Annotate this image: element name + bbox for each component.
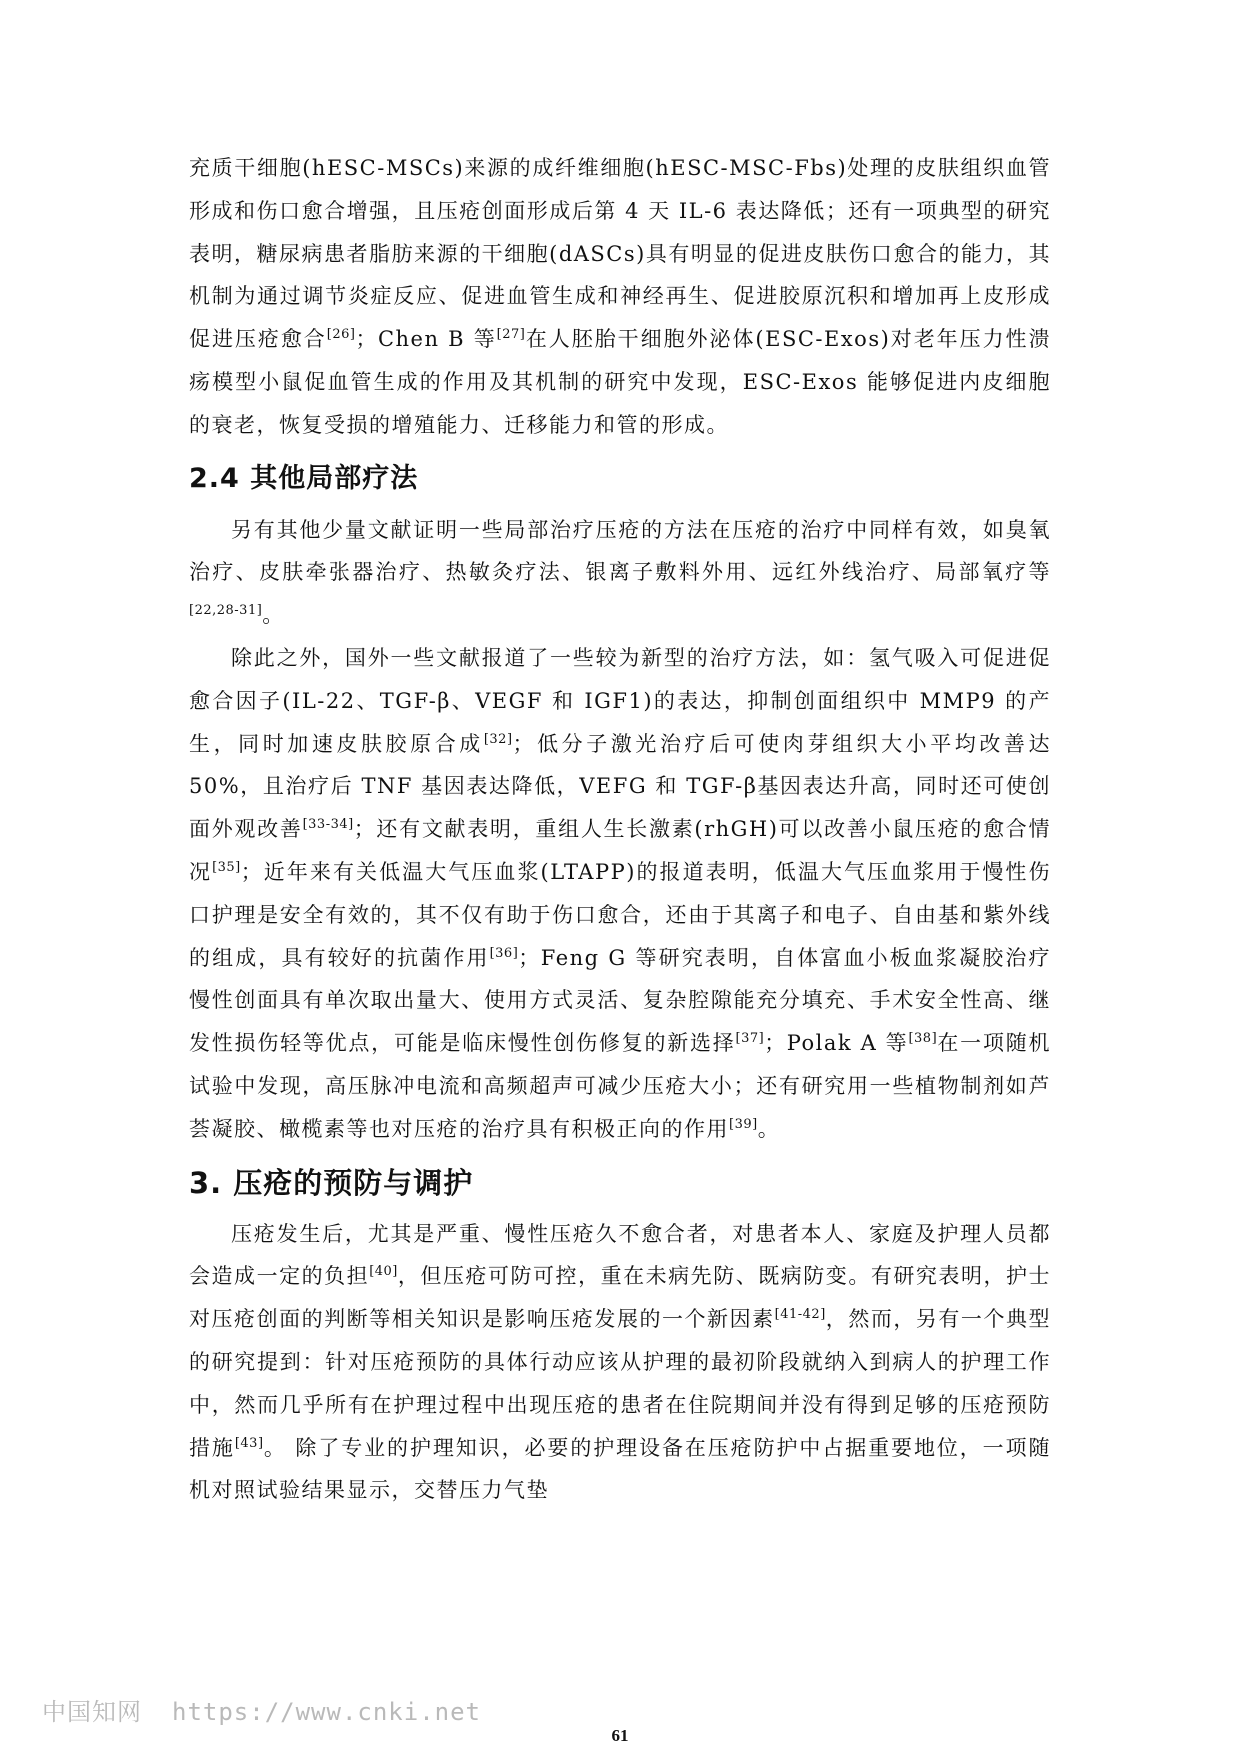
text-run: ；近年来有关低温大气压血浆(LTAPP)的报道表明，低温大气压血浆用于慢性伤口护理是安全有效的，其不仅有助于伤口愈合，还由于其离子和电子、自由基和紫外线的组成，具有较好的抗菌作用: [189, 859, 1051, 970]
text-run: 。: [757, 1116, 781, 1141]
citation: [38]: [908, 1031, 938, 1047]
citation: [26]: [326, 327, 356, 343]
paragraph-novel-therapies: [189, 637, 1051, 1151]
text-run: ；Polak A 等: [764, 1031, 909, 1056]
citation: [36]: [489, 945, 519, 961]
citation: [32]: [483, 731, 513, 747]
watermark-brand: 中国知网: [42, 1698, 142, 1726]
citation: [41-42]: [774, 1307, 826, 1323]
citation: [33-34]: [302, 817, 354, 833]
text-run: 。 除了专业的护理知识，必要的护理设备在压疮防护中占据重要地位，一项随机对照试验结果显示，交替压力气垫: [189, 1435, 1051, 1503]
citation: [40]: [369, 1264, 398, 1280]
body-text: [189, 147, 1051, 1512]
text-run: ；还有文献表明，重组人生长激素(rhGH)可以改善小鼠压疮的愈合情况: [189, 817, 1051, 884]
paragraph-stem-cells: [189, 147, 1051, 447]
citation: [43]: [234, 1435, 264, 1451]
citation: [35]: [212, 859, 241, 875]
cnki-watermark: [42, 1692, 481, 1727]
page-number: 61: [611, 1726, 629, 1745]
text-run: ；低分子激光治疗后可使肉芽组织大小平均改善达 50%，且治疗后 TNF 基因表达降低，VEFG 和 TGF-β基因表达升高，同时还可使创面外观改善: [189, 731, 1052, 842]
text-run: 。: [262, 603, 285, 628]
citation: [37]: [735, 1031, 765, 1047]
text-run: ，但压疮可防可控，重在未病先防、既病防变。有研究表明，护士对压疮创面的判断等相关知识是影响压疮发展的一个新因素: [189, 1264, 1052, 1332]
paragraph-other-therapies: [189, 509, 1051, 637]
text-run: ；Feng G 等研究表明，自体富血小板血浆凝胶治疗慢性创面具有单次取出量大、使用方式灵活、复杂腔隙能充分填充、手术安全性高、继发性损伤轻等优点，可能是临床慢性创伤修复的新选择: [189, 945, 1051, 1056]
paragraph-prevention: [189, 1213, 1051, 1513]
text-run: 另有其他少量文献证明一些局部治疗压疮的方法在压疮的治疗中同样有效，如臭氧治疗、皮肤牵张器治疗、热敏灸疗法、银离子敷料外用、远红外线治疗、局部氧疗等: [189, 517, 1051, 585]
text-run: 压疮发生后，尤其是严重、慢性压疮久不愈合者，对患者本人、家庭及护理人员都会造成一定的负担: [189, 1221, 1051, 1289]
citation: [39]: [729, 1116, 758, 1132]
text-run: 在一项随机试验中发现，高压脉冲电流和高频超声可减少压疮大小；还有研究用一些植物制剂如芦荟凝胶、橄榄素等也对压疮的治疗具有积极正向的作用: [189, 1031, 1052, 1141]
section-heading-3: 3. 压疮的预防与调护: [189, 1165, 474, 1200]
text-run: 在人胚胎干细胞外泌体(ESC-Exos)对老年压力性溃疡模型小鼠促血管生成的作用及其机制的研究中发现，ESC-Exos 能够促进内皮细胞的衰老，恢复受损的增殖能力、迁移能力和管的形成。: [189, 327, 1052, 437]
citation: [22,28-31]: [189, 603, 263, 619]
watermark-url: https://www.cnki.net: [172, 1698, 481, 1726]
text-run: ，然而，另有一个典型的研究提到：针对压疮预防的具体行动应该从护理的最初阶段就纳入到病人的护理工作中，然而几乎所有在护理过程中出现压疮的患者在住院期间并没有得到足够的压疮预防措施: [189, 1307, 1052, 1460]
text-run: 除此之外，国外一些文献报道了一些较为新型的治疗方法，如：氢气吸入可促进促愈合因子(IL-22、TGF-β、VEGF 和 IGF1)的表达，抑制创面组织中 MMP9 的产生，同时加速皮肤胶原合成: [189, 645, 1051, 756]
text-run: 充质干细胞(hESC-MSCs)来源的成纤维细胞(hESC-MSC-Fbs)处理的皮肤组织血管形成和伤口愈合增强，且压疮创面形成后第 4 天 IL-6 表达降低；还有一项典型的研究表明，糖尿病患者脂肪来源的干细胞(dASCs)具有明显的促进皮肤伤口愈合的能力，其机制为通过调节炎症反应、促进血管生成和神经再生、促进胶原沉积和增加再上皮形成促进压疮愈合: [189, 156, 1051, 352]
section-heading-2-4: 2.4 其他局部疗法: [189, 462, 419, 494]
citation: [27]: [496, 327, 526, 343]
text-run: ；Chen B 等: [355, 327, 497, 352]
